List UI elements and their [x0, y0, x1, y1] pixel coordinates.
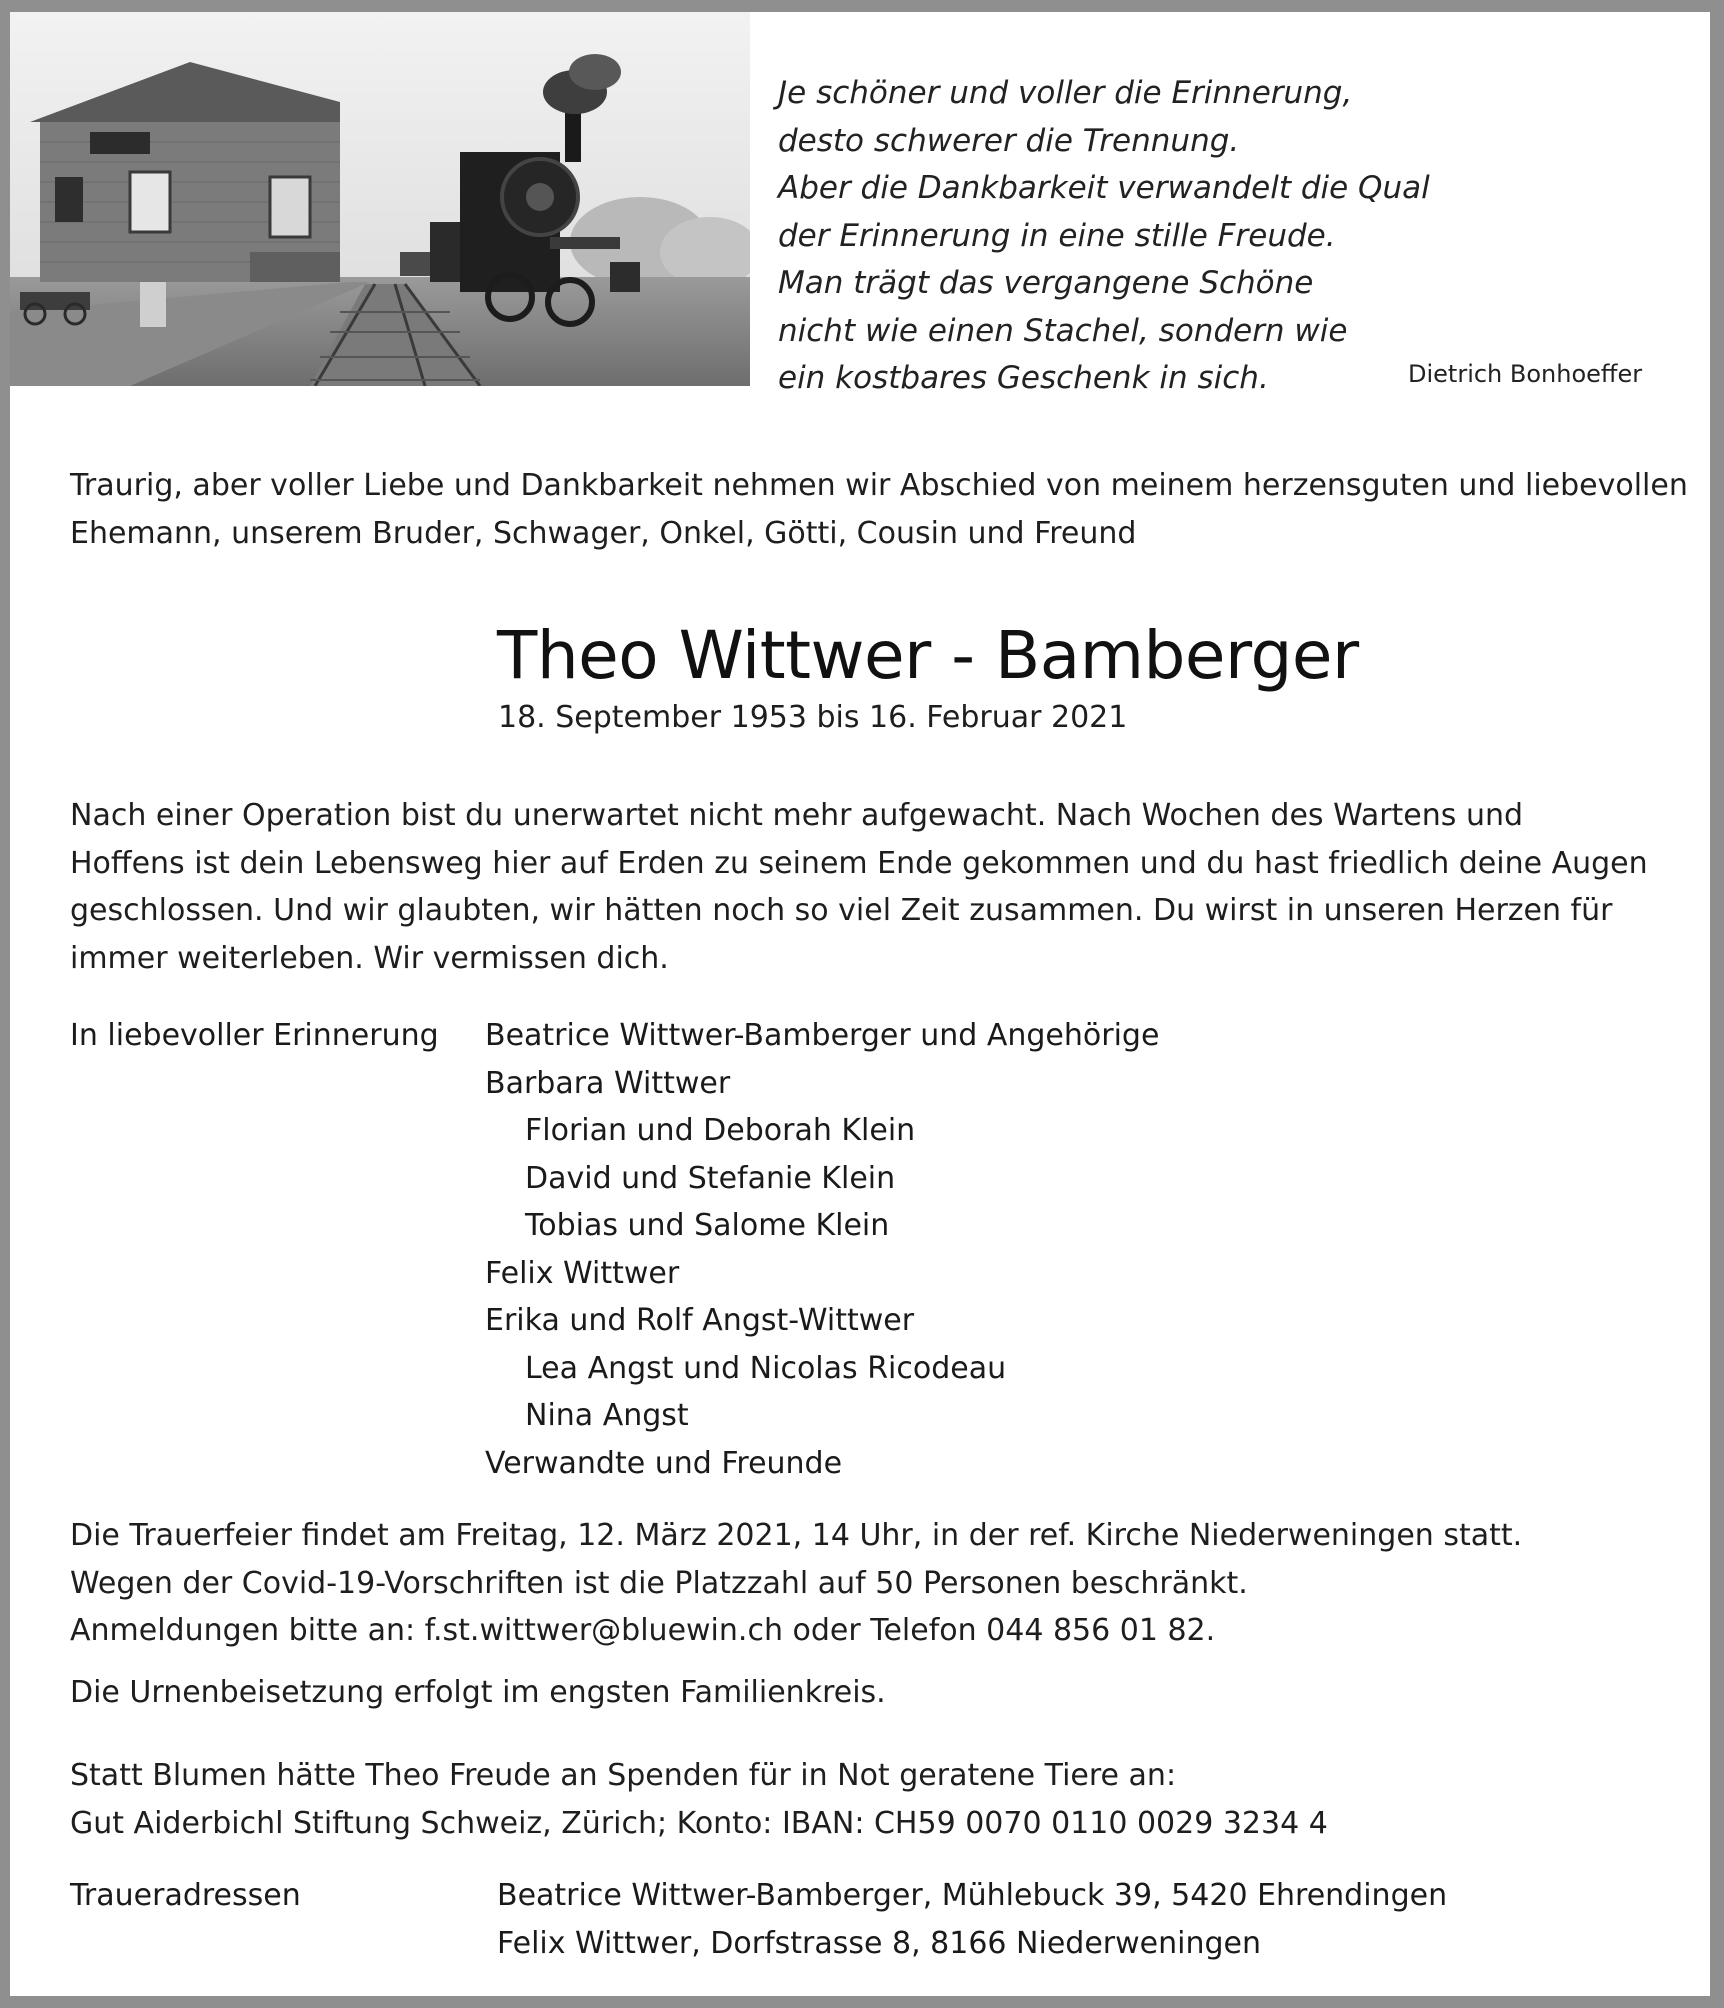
- story-line: immer weiterleben. Wir vermissen dich.: [70, 940, 669, 976]
- poem-line: Man trägt das vergangene Schöne: [778, 265, 1314, 301]
- deceased-name: Theo Wittwer - Bamberger: [497, 617, 1359, 694]
- donation-line: Gut Aiderbichl Stiftung Schweiz, Zürich; Konto: IBAN: CH59 0070 0110 0029 3234 4: [70, 1805, 1328, 1841]
- service-line: Die Trauerfeier findet am Freitag, 12. März 2021, 14 Uhr, in der ref. Kirche Niederweningen statt.: [70, 1518, 1523, 1553]
- poem-line: ein kostbares Geschenk in sich.: [778, 360, 1269, 396]
- poem-line: nicht wie einen Stachel, sondern wie: [778, 312, 1348, 349]
- mourner-name: Barbara Wittwer: [485, 1065, 731, 1101]
- mourner-name: Lea Angst und Nicolas Ricodeau: [525, 1350, 1007, 1386]
- poem-line: desto schwerer die Trennung.: [778, 122, 1240, 159]
- donation-paragraph: [70, 1752, 1328, 1847]
- service-line: Anmeldungen bitte an: f.st.wittwer@bluewin.ch oder Telefon 044 856 01 82.: [70, 1613, 1216, 1648]
- intro-line: Traurig, aber voller Liebe und Dankbarkeit nehmen wir Abschied von meinem herzensguten und liebevollen: [70, 468, 1688, 503]
- train-station-photo: [10, 12, 750, 386]
- life-dates: 18. September 1953 bis 16. Februar 2021: [498, 700, 1128, 735]
- story-line: Nach einer Operation bist du unerwartet nicht mehr aufgewacht. Nach Wochen des Wartens und: [70, 798, 1524, 833]
- address-line: Beatrice Wittwer-Bamberger, Mühlebuck 39, 5420 Ehrendingen: [497, 1878, 1448, 1913]
- poem-line: Aber die Dankbarkeit verwandelt die Qual: [778, 170, 1430, 206]
- address-line: Felix Wittwer, Dorfstrasse 8, 8166 Niederweningen: [497, 1925, 1261, 1961]
- mourner-name: Florian und Deborah Klein: [525, 1113, 916, 1148]
- intro-line: Ehemann, unserem Bruder, Schwager, Onkel, Götti, Cousin und Freund: [70, 515, 1137, 551]
- story-paragraph: [70, 792, 1648, 982]
- mourners-list: [485, 1012, 1159, 1487]
- intro-paragraph: [70, 462, 1688, 557]
- mourner-name: Felix Wittwer: [485, 1255, 680, 1291]
- mourner-name: Tobias und Salome Klein: [525, 1208, 890, 1243]
- mourner-name: David und Stefanie Klein: [525, 1160, 896, 1196]
- service-paragraph: [70, 1512, 1522, 1655]
- addresses-label: Traueradressen: [70, 1878, 301, 1913]
- obituary-sheet: [10, 12, 1710, 1996]
- addresses-list: [497, 1872, 1447, 1967]
- poem-line: der Erinnerung in eine stille Freude.: [778, 217, 1336, 254]
- mourner-name: Nina Angst: [525, 1398, 689, 1433]
- donation-line: Statt Blumen hätte Theo Freude an Spenden für in Not geratene Tiere an:: [70, 1758, 1177, 1793]
- poem-line: Je schöner und voller die Erinnerung,: [778, 75, 1353, 111]
- mourner-name: Beatrice Wittwer-Bamberger und Angehörige: [485, 1018, 1160, 1053]
- mourners-label: In liebevoller Erinnerung: [70, 1018, 439, 1053]
- urn-notice: Die Urnenbeisetzung erfolgt im engsten Familienkreis.: [70, 1675, 886, 1710]
- mourner-name: Erika und Rolf Angst-Wittwer: [485, 1303, 915, 1338]
- story-line: geschlossen. Und wir glaubten, wir hätten noch so viel Zeit zusammen. Du wirst in unseren Herzen für: [70, 893, 1613, 928]
- story-line: Hoffens ist dein Lebensweg hier auf Erden zu seinem Ende gekommen und du hast friedlich deine Augen: [70, 845, 1648, 881]
- mourner-name: Verwandte und Freunde: [485, 1445, 843, 1481]
- poem-author: Dietrich Bonhoeffer: [1408, 360, 1643, 388]
- poem-quote: [778, 70, 1430, 403]
- service-line: Wegen der Covid-19-Vorschriften ist die Platzzahl auf 50 Personen beschränkt.: [70, 1565, 1248, 1601]
